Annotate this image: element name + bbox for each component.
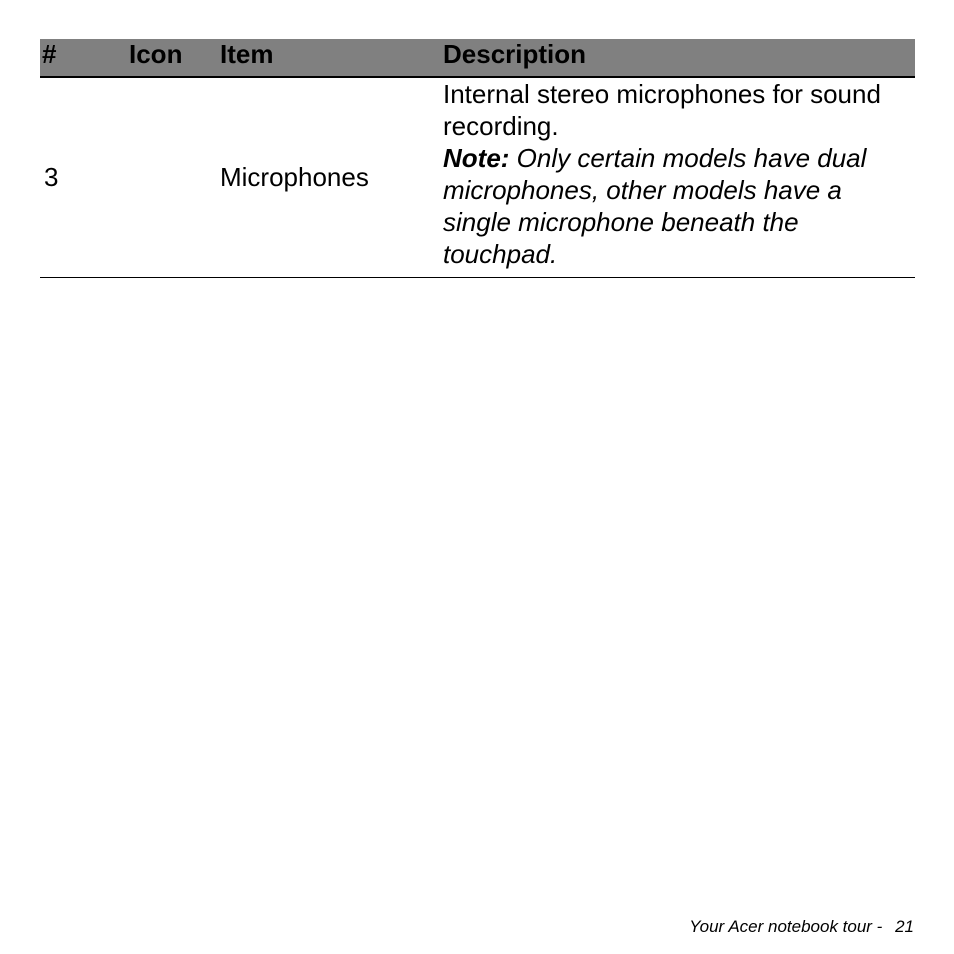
column-header-item: Item xyxy=(220,39,274,69)
description-note xyxy=(443,142,913,270)
table-header xyxy=(40,39,915,78)
row-item-text: Microphones xyxy=(220,162,369,192)
row-number xyxy=(44,78,58,277)
column-header-icon: Icon xyxy=(129,39,183,69)
row-number-text: 3 xyxy=(44,162,59,192)
table-row xyxy=(40,78,915,278)
row-item xyxy=(220,78,369,277)
row-description xyxy=(443,78,913,270)
column-header-number: # xyxy=(42,39,57,69)
note-label: Note: xyxy=(443,143,510,173)
column-header-description: Description xyxy=(443,39,587,69)
feature-table xyxy=(40,39,915,278)
row-icon-cell xyxy=(129,78,209,277)
page-footer xyxy=(689,916,914,938)
page-number: 21 xyxy=(895,917,914,936)
footer-title: Your Acer notebook tour - xyxy=(689,917,888,936)
note-text: Only certain models have dual microphones, other models have a single microphone beneath the touchpad. xyxy=(443,143,867,269)
description-text: Internal stereo microphones for sound recording. xyxy=(443,79,881,141)
